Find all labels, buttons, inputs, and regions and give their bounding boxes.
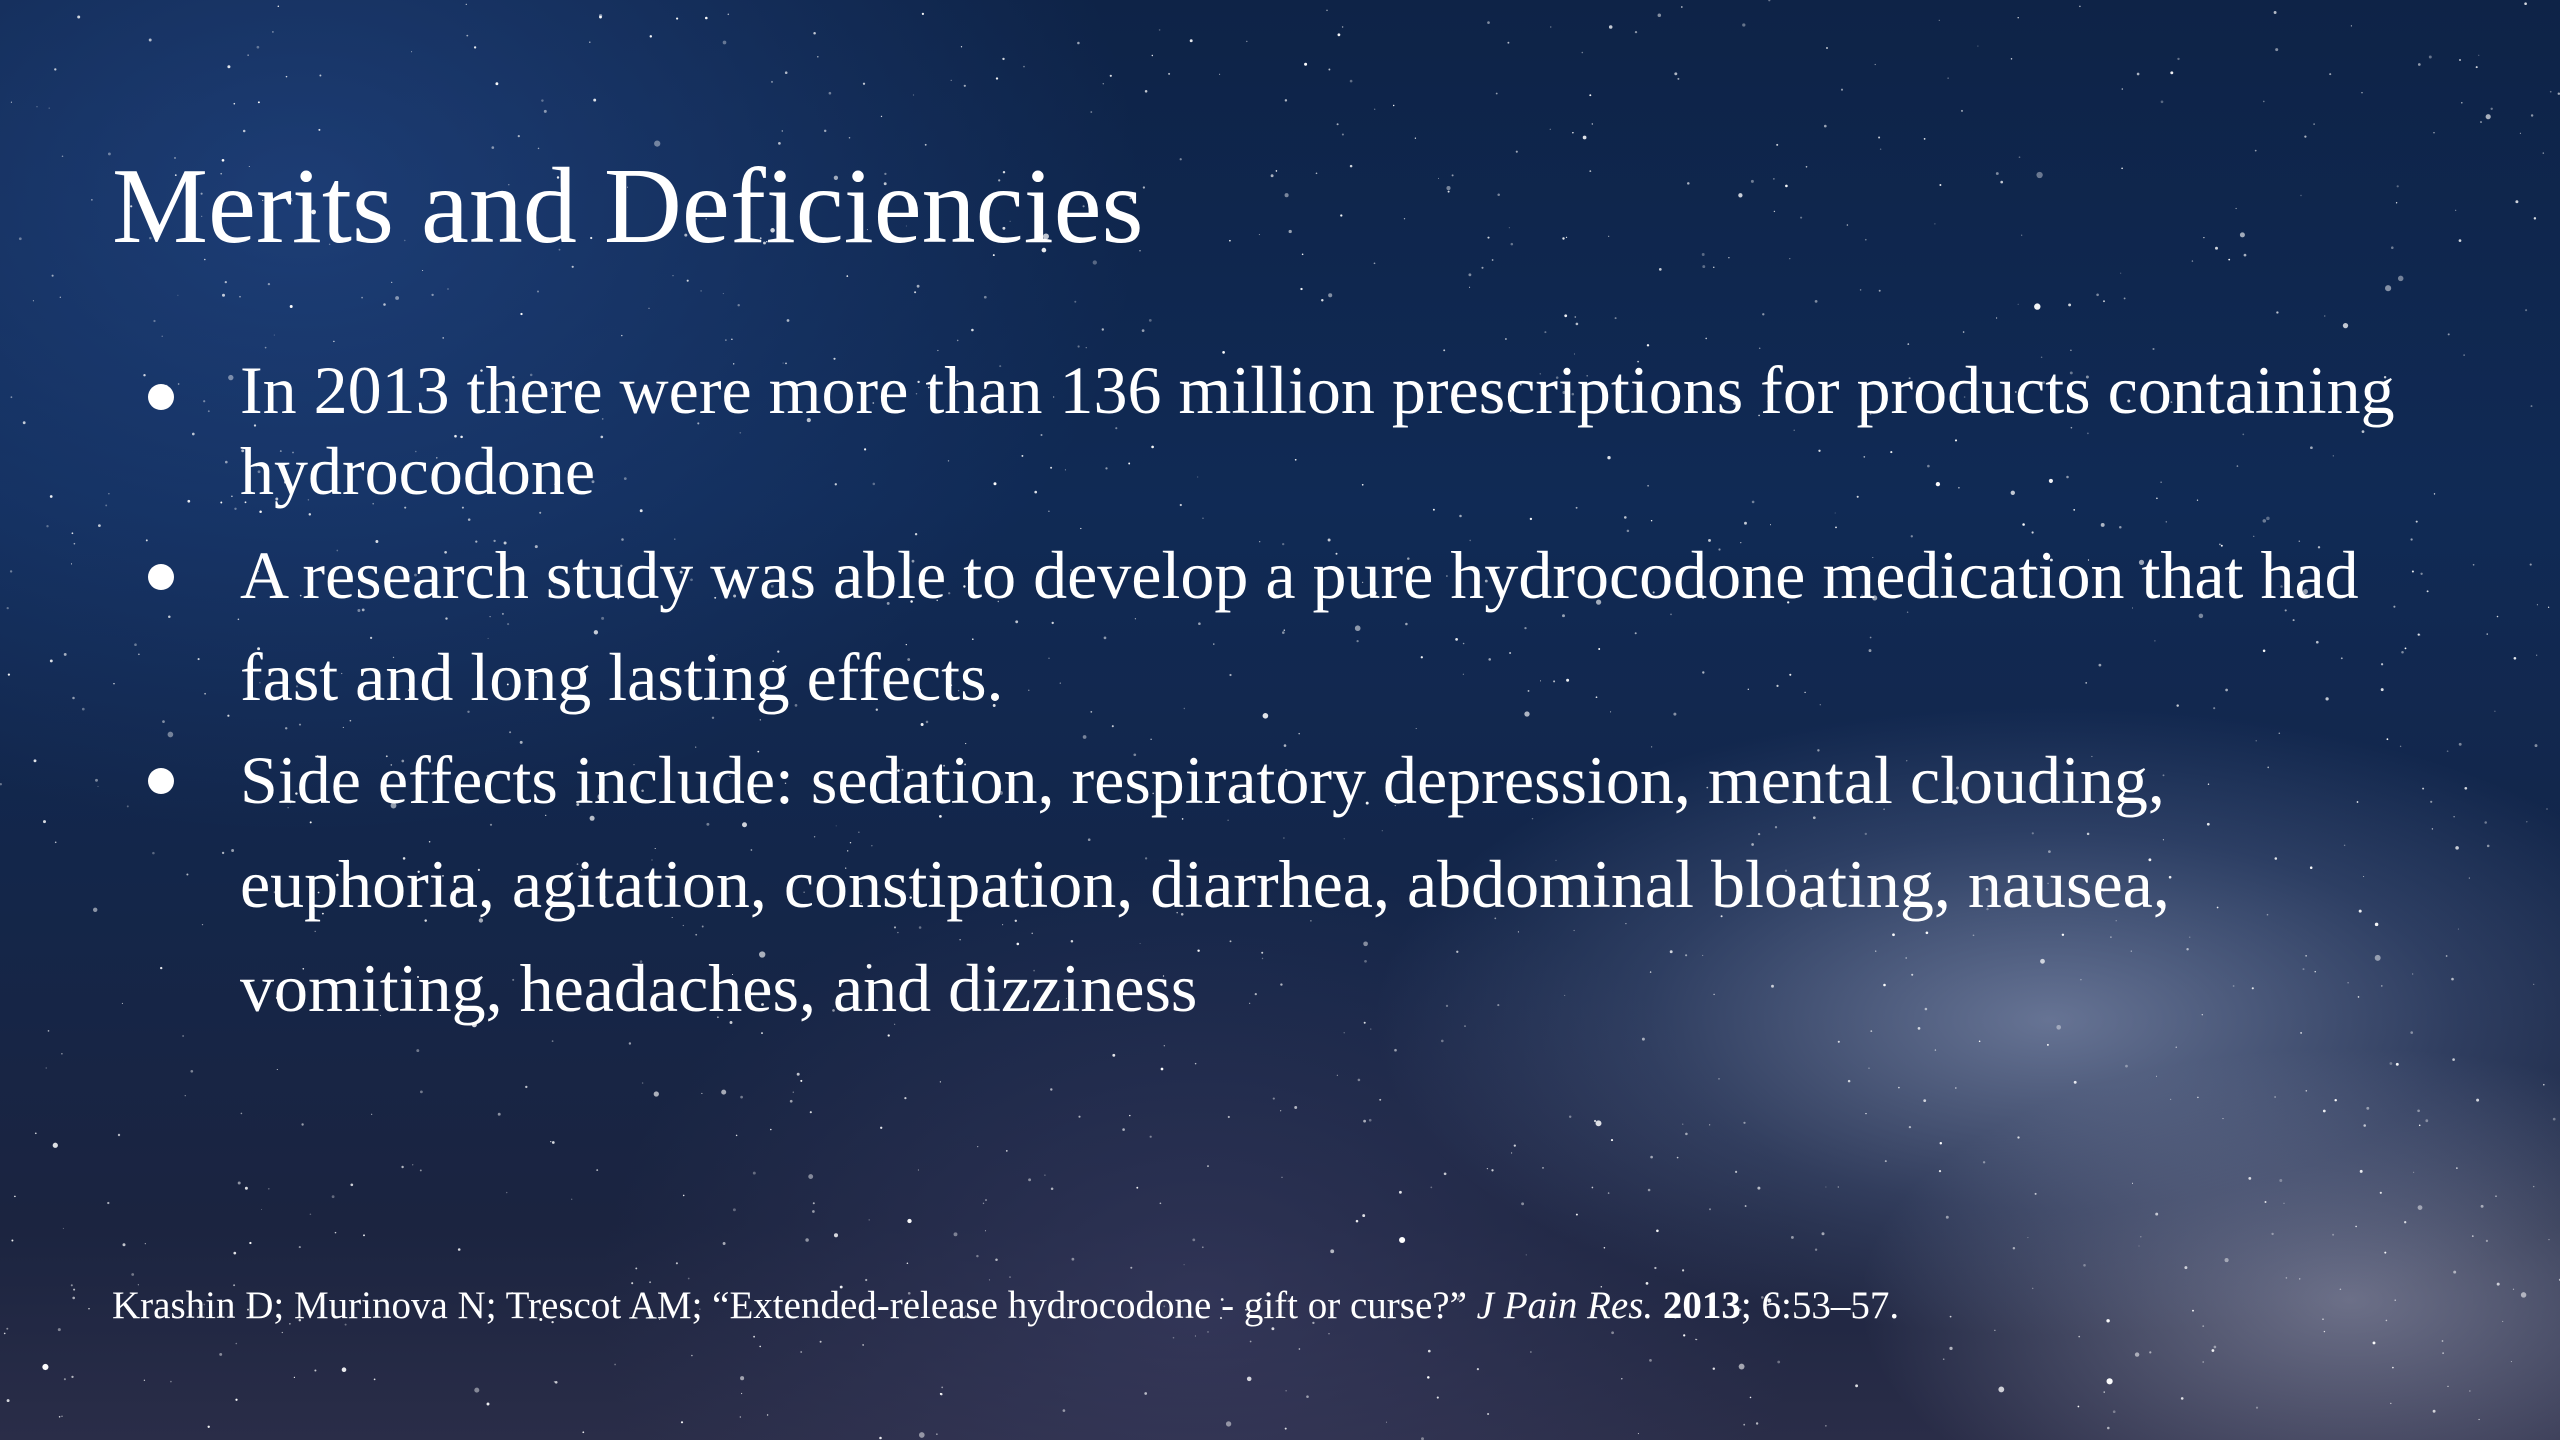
bullet-dot-icon bbox=[148, 564, 174, 590]
citation-pages: ; 6:53–57. bbox=[1740, 1284, 1900, 1327]
slide-title: Merits and Deficiencies bbox=[112, 147, 1144, 266]
bullet-item bbox=[140, 350, 2400, 512]
bullet-item bbox=[140, 524, 2400, 728]
bullet-item bbox=[140, 728, 2400, 1040]
bullet-text: In 2013 there were more than 136 million prescriptions for products containing hydrocodone bbox=[240, 352, 2395, 509]
bullet-list bbox=[140, 350, 2400, 1040]
citation-year: 2013 bbox=[1662, 1284, 1741, 1327]
bullet-text: Side effects include: sedation, respiratory depression, mental clouding, euphoria, agitation, constipation, diarrhea, abdominal bloating, nausea, vomiting, headaches, and dizziness bbox=[240, 742, 2170, 1026]
bullet-text: A research study was able to develop a pure hydrocodone medication that had fast and long lasting effects. bbox=[240, 537, 2359, 715]
citation-journal: J Pain Res. bbox=[1476, 1284, 1654, 1327]
citation-authors-title: Krashin D; Murinova N; Trescot AM; “Extended-release hydrocodone - gift or curse?” bbox=[112, 1284, 1477, 1327]
bullet-dot-icon bbox=[148, 384, 174, 410]
citation bbox=[112, 1283, 1899, 1328]
bullet-dot-icon bbox=[148, 768, 174, 794]
